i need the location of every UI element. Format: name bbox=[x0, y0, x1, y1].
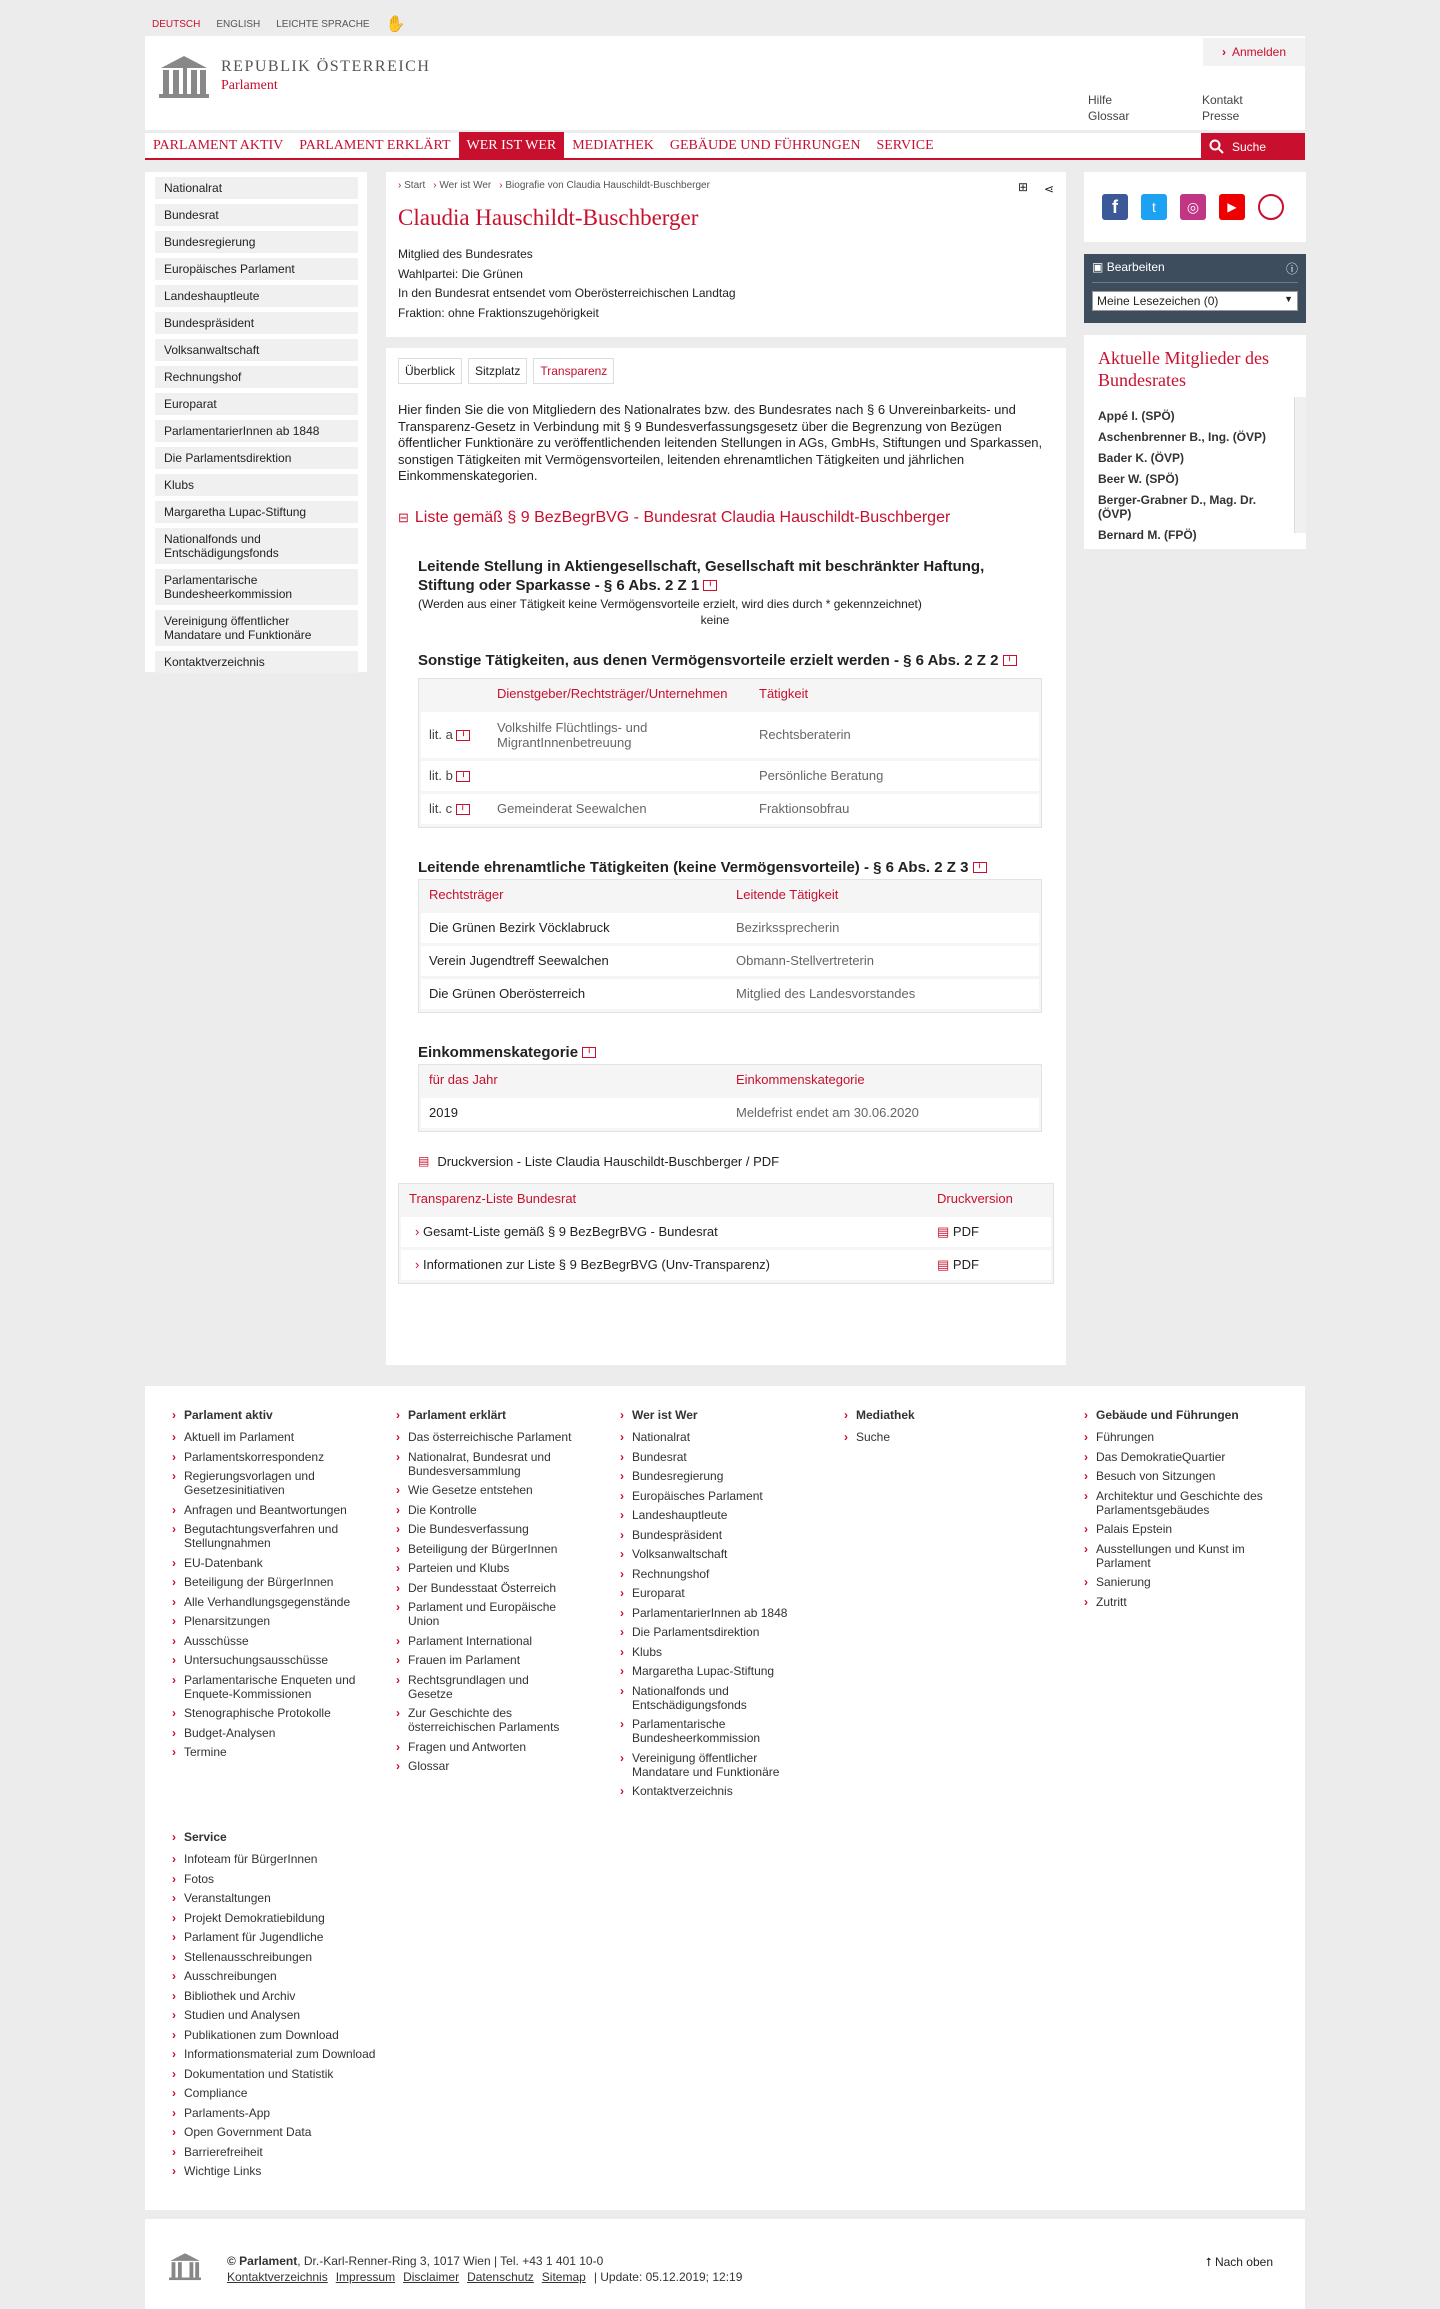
footer-link[interactable]: › Beteiligung der BürgerInnen bbox=[396, 1542, 576, 1556]
search-icon bbox=[1209, 139, 1224, 154]
member-link[interactable]: Aschenbrenner B., Ing. (ÖVP) bbox=[1098, 430, 1267, 444]
member-link[interactable]: Bernard M. (FPÖ) bbox=[1098, 528, 1197, 542]
footer-link[interactable]: › Parteien und Klubs bbox=[396, 1561, 576, 1575]
footer-link[interactable]: › Wie Gesetze entstehen bbox=[396, 1483, 576, 1497]
s1-block bbox=[418, 557, 1042, 627]
tab-ueberblick[interactable]: Überblick bbox=[398, 358, 462, 384]
sign-language-icon[interactable]: ✋ bbox=[385, 16, 406, 33]
sidebar-item[interactable]: Bundesregierung bbox=[155, 231, 358, 253]
header bbox=[145, 36, 1305, 130]
tab-sitzplatz[interactable]: Sitzplatz bbox=[468, 358, 527, 384]
arrow-up-icon: ⭡ bbox=[1205, 2255, 1212, 2269]
transparency-list-table bbox=[398, 1183, 1054, 1284]
info-icon[interactable]: ⓘ bbox=[1285, 262, 1298, 276]
parliament-app-icon[interactable] bbox=[1258, 194, 1284, 220]
column-header: Transparenz-Liste Bundesrat bbox=[409, 1191, 577, 1206]
column-header: Druckversion bbox=[937, 1191, 1013, 1206]
footer-link[interactable]: › Parlamentarische Enqueten und Enquete-Kommissionen bbox=[172, 1673, 372, 1701]
footer-link[interactable]: › Barrierefreiheit bbox=[172, 2145, 412, 2159]
table-cell: Gemeinderat Seewalchen bbox=[497, 801, 647, 816]
s1-note: (Werden aus einer Tätigkeit keine Vermögensvorteile erzielt, wird dies durch * gekennzeichnet) bbox=[418, 596, 922, 611]
sidebar-item[interactable]: Die Parlamentsdirektion bbox=[155, 447, 358, 469]
table-header bbox=[421, 880, 1039, 910]
s2-title: Sonstige Tätigkeiten, aus denen Vermögensvorteile erzielt werden - § 6 Abs. 2 Z 2 ⅰ bbox=[418, 651, 1042, 670]
table-cell[interactable]: › Informationen zur Liste § 9 BezBegrBVG (Unv-Transparenz) bbox=[415, 1257, 771, 1272]
footer-link[interactable]: › Dokumentation und Statistik bbox=[172, 2067, 412, 2081]
footer-link[interactable]: › Landeshauptleute bbox=[620, 1508, 800, 1522]
s2-table bbox=[418, 678, 1042, 828]
footer-link[interactable]: › Bundesregierung bbox=[620, 1469, 800, 1483]
breadcrumb-wer-ist-wer[interactable]: › Wer ist Wer bbox=[433, 180, 492, 191]
footer bbox=[145, 1386, 1305, 2210]
nav-service[interactable]: SERVICE bbox=[876, 137, 934, 153]
sidebar-item[interactable]: Klubs bbox=[155, 474, 358, 496]
table-cell: Fraktionsobfrau bbox=[759, 801, 850, 816]
footer-link[interactable]: › Infoteam für BürgerInnen bbox=[172, 1852, 412, 1866]
footer-col-wer-ist-wer bbox=[620, 1408, 800, 1804]
footer-link-kontakt[interactable]: Kontaktverzeichnis bbox=[227, 2270, 328, 2284]
tab-bar bbox=[398, 358, 1054, 384]
help-link[interactable]: Hilfe bbox=[1088, 93, 1113, 107]
footer-link[interactable]: › Klubs bbox=[620, 1645, 800, 1659]
sidebar-item[interactable]: Margaretha Lupac-Stiftung bbox=[155, 501, 358, 523]
footer-link[interactable]: › Projekt Demokratiebildung bbox=[172, 1911, 412, 1925]
footer-link[interactable]: › Termine bbox=[172, 1745, 372, 1759]
table-header bbox=[421, 679, 1039, 709]
footer-link[interactable]: › Kontaktverzeichnis bbox=[620, 1784, 800, 1798]
bookmark-add-icon[interactable]: ⊞ bbox=[1017, 180, 1028, 194]
sidebar-item[interactable]: Vereinigung öffentlicher Mandatare und Funktionäre bbox=[155, 610, 358, 646]
sidebar bbox=[145, 172, 367, 672]
info-icon[interactable]: ⅰ bbox=[703, 580, 717, 591]
instagram-icon[interactable]: ◎ bbox=[1180, 194, 1206, 220]
print-link[interactable] bbox=[418, 1154, 1054, 1169]
column-header: für das Jahr bbox=[429, 1072, 498, 1087]
footer-link[interactable]: › Open Government Data bbox=[172, 2125, 412, 2139]
info-icon[interactable]: ⅰ bbox=[456, 730, 470, 741]
bookmarks-value: Meine Lesezeichen (0) bbox=[1097, 294, 1219, 308]
footer-link[interactable]: › Ausschüsse bbox=[172, 1634, 372, 1648]
search-label: Suche bbox=[1232, 139, 1267, 154]
address: , Dr.-Karl-Renner-Ring 3, 1017 Wien | Tel. +43 1 401 10-0 bbox=[297, 2254, 604, 2268]
footer-link[interactable]: › Die Bundesverfassung bbox=[396, 1522, 576, 1536]
table-cell[interactable]: ▤ PDF bbox=[937, 1256, 979, 1272]
table-cell: Verein Jugendtreff Seewalchen bbox=[429, 953, 609, 968]
table-cell[interactable]: ▤ PDF bbox=[937, 1223, 979, 1239]
table-header bbox=[401, 1184, 1051, 1214]
footer-heading[interactable]: › Service bbox=[172, 1830, 412, 1844]
s4-title: Einkommenskategorie ⅰ bbox=[418, 1043, 1042, 1062]
back-to-top-link[interactable]: ⭡ Nach oben bbox=[1205, 2255, 1273, 2269]
sidebar-item[interactable]: Volksanwaltschaft bbox=[155, 339, 358, 361]
footer-link[interactable]: › EU-Datenbank bbox=[172, 1556, 372, 1570]
save-icon: ▣ bbox=[1092, 260, 1104, 274]
table-row bbox=[421, 794, 1039, 824]
pdf-icon: ▤ bbox=[418, 1154, 430, 1168]
footer-link[interactable]: › Veranstaltungen bbox=[172, 1891, 412, 1905]
s3-block bbox=[418, 858, 1042, 1013]
footer-link[interactable]: › Alle Verhandlungsgegenstände bbox=[172, 1595, 372, 1609]
footer-link[interactable]: › Parlamentskorrespondenz bbox=[172, 1450, 372, 1464]
footer-heading[interactable]: › Mediathek bbox=[844, 1408, 1024, 1422]
parliament-logo-icon bbox=[159, 54, 209, 98]
pdf-icon: ▤ bbox=[937, 1223, 950, 1239]
table-cell: Meldefrist endet am 30.06.2020 bbox=[736, 1105, 919, 1120]
footer-link[interactable]: › Regierungsvorlagen und Gesetzesinitiativen bbox=[172, 1469, 372, 1497]
parliament-logo-icon bbox=[169, 2251, 201, 2281]
footer-link-impressum[interactable]: Impressum bbox=[335, 2270, 396, 2284]
footer-link[interactable]: › Begutachtungsverfahren und Stellungnahmen bbox=[172, 1522, 372, 1550]
footer-link[interactable]: › ParlamentarierInnen ab 1848 bbox=[620, 1606, 800, 1620]
footer-link[interactable]: › Glossar bbox=[396, 1759, 576, 1773]
search-button[interactable] bbox=[1201, 133, 1305, 160]
footer-link[interactable]: › Parlament International bbox=[396, 1634, 576, 1648]
login-label: Anmelden bbox=[1231, 45, 1287, 59]
footer-link[interactable]: › Palais Epstein bbox=[1084, 1522, 1264, 1536]
table-cell: Obmann-Stellvertreterin bbox=[736, 953, 874, 968]
footer-link[interactable]: › Das DemokratieQuartier bbox=[1084, 1450, 1264, 1464]
footer-link[interactable]: › Zutritt bbox=[1084, 1595, 1264, 1609]
info-icon[interactable]: ⅰ bbox=[973, 862, 987, 873]
table-row bbox=[421, 946, 1039, 976]
table-cell: lit. c ⅰ bbox=[421, 801, 497, 816]
logo-subtitle: Parlament bbox=[221, 78, 278, 93]
intro-text: Hier finden Sie die von Mitgliedern des Nationalrates bzw. des Bundesrates nach § 6 Unvereinbarkeits- und Transparenz-Gesetz in Verbindung mit § 9 Bundesverfassungsgesetz über die Begrenzung von Bezügen öffentlicher Funktionäre zu veröffentlichenden leitenden Stellungen in AGs, GmbHs, Stiftungen und Sparkassen, sonstigen Tätigkeiten mit Vermögensvorteilen, leitenden ehrenamtlichen Tätigkeiten und jährlichen Einkommenskategorien. bbox=[398, 402, 1043, 483]
s4-block bbox=[418, 1043, 1042, 1132]
footer-link[interactable]: › Die Kontrolle bbox=[396, 1503, 576, 1517]
table-cell: Mitglied des Landesvorstandes bbox=[736, 986, 916, 1001]
footer-link[interactable]: › Parlament und Europäische Union bbox=[396, 1600, 576, 1628]
print-link-label: Druckversion - Liste Claudia Hauschildt-Buschberger / PDF bbox=[437, 1153, 780, 1169]
sidebar-item[interactable]: Bundespräsident bbox=[155, 312, 358, 334]
footer-link[interactable]: › Vereinigung öffentlicher Mandatare und Funktionäre bbox=[620, 1751, 800, 1779]
footer-link[interactable]: › Publikationen zum Download bbox=[172, 2028, 412, 2042]
footer-col-mediathek bbox=[844, 1408, 1024, 1450]
info-icon[interactable]: ⅰ bbox=[1003, 655, 1017, 666]
footer-link[interactable]: › Der Bundesstaat Österreich bbox=[396, 1581, 576, 1595]
footer-link[interactable]: › Wichtige Links bbox=[172, 2164, 412, 2178]
member-link[interactable]: Bader K. (ÖVP) bbox=[1098, 451, 1185, 465]
footer-link[interactable]: › Führungen bbox=[1084, 1430, 1264, 1444]
logo-title: REPUBLIK ÖSTERREICH bbox=[221, 58, 431, 75]
footer-heading[interactable]: › Gebäude und Führungen bbox=[1084, 1408, 1264, 1422]
nav-wer-ist-wer[interactable]: WER IST WER bbox=[459, 132, 565, 159]
collapse-icon[interactable]: ⊟ bbox=[398, 509, 409, 525]
table-row bbox=[421, 1098, 1039, 1128]
glossary-link[interactable]: Glossar bbox=[1088, 109, 1130, 123]
footer-link[interactable]: › Das österreichische Parlament bbox=[396, 1430, 576, 1444]
members-title: Aktuelle Mitglieder des Bundesrates bbox=[1098, 348, 1269, 390]
table-cell: Bezirkssprecherin bbox=[736, 920, 840, 935]
meta-line: In den Bundesrat entsendet vom Oberösterreichischen Landtag bbox=[398, 286, 736, 300]
footer-link[interactable]: › Suche bbox=[844, 1430, 1024, 1444]
footer-link-sitemap[interactable]: Sitemap bbox=[541, 2270, 586, 2284]
info-icon[interactable]: ⅰ bbox=[456, 804, 470, 815]
meta-line: Fraktion: ohne Fraktionszugehörigkeit bbox=[398, 305, 599, 320]
social-panel bbox=[1084, 172, 1306, 242]
sidebar-item[interactable]: ParlamentarierInnen ab 1848 bbox=[155, 420, 358, 442]
nav-mediathek[interactable]: MEDIATHEK bbox=[572, 137, 654, 153]
footer-link[interactable]: › Architektur und Geschichte des Parlamentsgebäudes bbox=[1084, 1489, 1264, 1517]
footer-col-gebaeude bbox=[1084, 1408, 1264, 1614]
s3-title: Leitende ehrenamtliche Tätigkeiten (keine Vermögensvorteile) - § 6 Abs. 2 Z 3 ⅰ bbox=[418, 858, 1042, 877]
footer-link[interactable]: › Volksanwaltschaft bbox=[620, 1547, 800, 1561]
footer-col-service bbox=[172, 1830, 412, 2184]
edit-link[interactable]: ▣ Bearbeiten bbox=[1092, 260, 1165, 274]
s2-block bbox=[418, 651, 1042, 828]
s1-value: keine bbox=[700, 612, 730, 627]
footer-link[interactable]: › Budget-Analysen bbox=[172, 1726, 372, 1740]
table-row bbox=[421, 761, 1039, 791]
person-meta bbox=[398, 245, 1054, 323]
info-icon[interactable]: ⅰ bbox=[582, 1047, 596, 1058]
nav-gebaeude[interactable]: GEBÄUDE UND FÜHRUNGEN bbox=[669, 137, 861, 153]
scrollbar[interactable] bbox=[1294, 397, 1306, 533]
footer-link-datenschutz[interactable]: Datenschutz bbox=[467, 2270, 534, 2284]
sidebar-item[interactable]: Europarat bbox=[155, 393, 358, 415]
table-cell: Volkshilfe Flüchtlings- und MigrantInnenbetreuung bbox=[497, 719, 648, 750]
footer-link-disclaimer[interactable]: Disclaimer bbox=[403, 2270, 460, 2284]
tab-transparenz[interactable]: Transparenz bbox=[533, 358, 614, 384]
table-row[interactable] bbox=[401, 1217, 1051, 1247]
footer-link[interactable]: › Studien und Analysen bbox=[172, 2008, 412, 2022]
twitter-icon[interactable]: t bbox=[1141, 194, 1167, 220]
member-link[interactable]: Appé I. (SPÖ) bbox=[1098, 409, 1175, 423]
bookmark-panel bbox=[1084, 254, 1306, 323]
table-cell: Persönliche Beratung bbox=[759, 768, 884, 783]
footer-link[interactable]: › Compliance bbox=[172, 2086, 412, 2100]
table-cell: lit. b ⅰ bbox=[421, 768, 497, 783]
language-bar bbox=[152, 14, 406, 34]
table-row[interactable] bbox=[401, 1250, 1051, 1280]
lang-english[interactable]: ENGLISH bbox=[216, 18, 261, 30]
footer-link[interactable]: › Europarat bbox=[620, 1586, 800, 1600]
footer-link[interactable]: › Parlament für Jugendliche bbox=[172, 1930, 412, 1944]
footer-link[interactable]: › Beteiligung der BürgerInnen bbox=[172, 1575, 372, 1589]
sidebar-item[interactable]: Kontaktverzeichnis bbox=[155, 651, 358, 673]
column-header: Rechtsträger bbox=[429, 887, 504, 902]
breadcrumb-start[interactable]: › Start bbox=[398, 180, 426, 191]
page-title: Claudia Hauschildt-Buschberger bbox=[398, 205, 699, 230]
person-panel bbox=[386, 172, 1066, 337]
meta-line: Mitglied des Bundesrates bbox=[398, 247, 533, 261]
facebook-icon[interactable]: f bbox=[1102, 194, 1128, 220]
table-cell: lit. a ⅰ bbox=[421, 727, 497, 742]
column-header: Dienstgeber/Rechtsträger/Unternehmen bbox=[497, 686, 728, 701]
update-info: | Update: 05.12.2019; 12:19 bbox=[593, 2270, 743, 2284]
footer-link[interactable]: › Stellenausschreibungen bbox=[172, 1950, 412, 1964]
footer-link[interactable]: › Parlamentarische Bundesheerkommission bbox=[620, 1717, 800, 1745]
content-panel bbox=[386, 348, 1066, 1365]
footer-link[interactable]: › Informationsmaterial zum Download bbox=[172, 2047, 412, 2061]
s1-title: Leitende Stellung in Aktiengesellschaft, Gesellschaft mit beschränkter Haftung, Stiftung oder Sparkasse - § 6 Abs. 2 Z 1 ⅰ bbox=[418, 557, 985, 594]
footer-link[interactable]: › Rechnungshof bbox=[620, 1567, 800, 1581]
table-row bbox=[421, 712, 1039, 758]
s4-table bbox=[418, 1064, 1042, 1132]
footer-link[interactable]: › Frauen im Parlament bbox=[396, 1653, 576, 1667]
header-links-1 bbox=[1088, 92, 1129, 124]
share-icon[interactable]: ⋖ bbox=[1043, 182, 1054, 196]
s3-table bbox=[418, 879, 1042, 1013]
footer-link[interactable]: › Bibliothek und Archiv bbox=[172, 1989, 412, 2003]
member-link[interactable]: Berger-Grabner D., Mag. Dr. (ÖVP) bbox=[1098, 493, 1257, 521]
members-list bbox=[1098, 409, 1292, 545]
footer-link[interactable]: › Fragen und Antworten bbox=[396, 1740, 576, 1754]
member-link[interactable]: Beer W. (SPÖ) bbox=[1098, 472, 1179, 486]
table-cell: 2019 bbox=[429, 1105, 458, 1120]
footer-link[interactable]: › Nationalrat bbox=[620, 1430, 800, 1444]
logo[interactable] bbox=[159, 54, 430, 98]
footer-link[interactable]: › Anfragen und Beantwortungen bbox=[172, 1503, 372, 1517]
footer-link[interactable]: › Europäisches Parlament bbox=[620, 1489, 800, 1503]
footer-link[interactable]: › Ausschreibungen bbox=[172, 1969, 412, 1983]
table-cell[interactable]: › Gesamt-Liste gemäß § 9 BezBegrBVG - Bundesrat bbox=[415, 1224, 718, 1239]
nav-parlament-aktiv[interactable]: PARLAMENT AKTIV bbox=[153, 137, 284, 153]
bottom-info bbox=[227, 2253, 742, 2285]
table-cell: Rechtsberaterin bbox=[759, 727, 851, 742]
section-title: Liste gemäß § 9 BezBegrBVG - Bundesrat Claudia Hauschildt-Buschberger bbox=[414, 508, 951, 526]
table-row bbox=[421, 979, 1039, 1009]
footer-link[interactable]: › Aktuell im Parlament bbox=[172, 1430, 372, 1444]
pdf-icon: ▤ bbox=[937, 1256, 950, 1272]
nav-parlament-erklaert[interactable]: PARLAMENT ERKLÄRT bbox=[299, 137, 451, 153]
footer-link[interactable]: › Zur Geschichte des österreichischen Parlaments bbox=[396, 1706, 576, 1734]
footer-link[interactable]: › Sanierung bbox=[1084, 1575, 1264, 1589]
contact-link[interactable]: Kontakt bbox=[1202, 93, 1243, 107]
column-header: Tätigkeit bbox=[759, 686, 809, 701]
sidebar-item[interactable]: Landeshauptleute bbox=[155, 285, 358, 307]
footer-link[interactable]: › Margaretha Lupac-Stiftung bbox=[620, 1664, 800, 1678]
bottom-bar bbox=[145, 2219, 1305, 2309]
breadcrumb bbox=[398, 180, 1054, 191]
footer-heading[interactable]: › Parlament aktiv bbox=[172, 1408, 372, 1422]
footer-link[interactable]: › Plenarsitzungen bbox=[172, 1614, 372, 1628]
footer-link[interactable]: › Bundespräsident bbox=[620, 1528, 800, 1542]
footer-link[interactable]: › Parlaments-App bbox=[172, 2106, 412, 2120]
footer-link[interactable]: › Besuch von Sitzungen bbox=[1084, 1469, 1264, 1483]
sidebar-item[interactable]: Rechnungshof bbox=[155, 366, 358, 388]
sidebar-item[interactable]: Nationalrat bbox=[155, 177, 358, 199]
footer-link[interactable]: › Ausstellungen und Kunst im Parlament bbox=[1084, 1542, 1264, 1570]
sidebar-item[interactable]: Bundesrat bbox=[155, 204, 358, 226]
copyright: © Parlament bbox=[227, 2254, 298, 2268]
footer-link[interactable]: › Nationalrat, Bundesrat und Bundesversammlung bbox=[396, 1450, 576, 1478]
sidebar-item[interactable]: Parlamentarische Bundesheerkommission bbox=[155, 569, 358, 605]
main-nav bbox=[145, 133, 1305, 160]
sidebar-item[interactable]: Nationalfonds und Entschädigungsfonds bbox=[155, 528, 358, 564]
table-cell: Die Grünen Oberösterreich bbox=[429, 986, 586, 1001]
sidebar-item[interactable]: Europäisches Parlament bbox=[155, 258, 358, 280]
footer-col-parlament-aktiv bbox=[172, 1408, 372, 1765]
table-cell: Die Grünen Bezirk Vöcklabruck bbox=[429, 920, 610, 935]
footer-link[interactable]: › Nationalfonds und Entschädigungsfonds bbox=[620, 1684, 800, 1712]
section-header[interactable] bbox=[398, 507, 1054, 529]
footer-link[interactable]: › Rechtsgrundlagen und Gesetze bbox=[396, 1673, 576, 1701]
breadcrumb-current: › Biografie von Claudia Hauschildt-Buschberger bbox=[499, 180, 710, 191]
login-button[interactable]: › Anmelden bbox=[1203, 38, 1305, 66]
column-header: Leitende Tätigkeit bbox=[736, 887, 839, 902]
press-link[interactable]: Presse bbox=[1202, 109, 1240, 123]
header-links-2 bbox=[1202, 92, 1243, 124]
footer-link[interactable]: › Stenographische Protokolle bbox=[172, 1706, 372, 1720]
bookmarks-select[interactable] bbox=[1092, 291, 1298, 311]
meta-line: Wahlpartei: Die Grünen bbox=[398, 266, 523, 281]
footer-link[interactable]: › Bundesrat bbox=[620, 1450, 800, 1464]
footer-col-parlament-erklaert bbox=[396, 1408, 576, 1779]
footer-heading[interactable]: › Parlament erklärt bbox=[396, 1408, 576, 1422]
footer-link[interactable]: › Fotos bbox=[172, 1872, 412, 1886]
lang-easy[interactable]: LEICHTE SPRACHE bbox=[276, 18, 370, 30]
footer-heading[interactable]: › Wer ist Wer bbox=[620, 1408, 800, 1422]
youtube-icon[interactable]: ▶ bbox=[1219, 194, 1245, 220]
footer-link[interactable]: › Die Parlamentsdirektion bbox=[620, 1625, 800, 1639]
column-header: Einkommenskategorie bbox=[736, 1072, 865, 1087]
table-row bbox=[421, 913, 1039, 943]
chevron-down-icon: ▼ bbox=[1284, 294, 1293, 304]
lang-deutsch[interactable]: DEUTSCH bbox=[152, 18, 201, 30]
table-header bbox=[421, 1065, 1039, 1095]
info-icon[interactable]: ⅰ bbox=[456, 771, 470, 782]
members-panel bbox=[1084, 335, 1306, 549]
footer-link[interactable]: › Untersuchungsausschüsse bbox=[172, 1653, 372, 1667]
